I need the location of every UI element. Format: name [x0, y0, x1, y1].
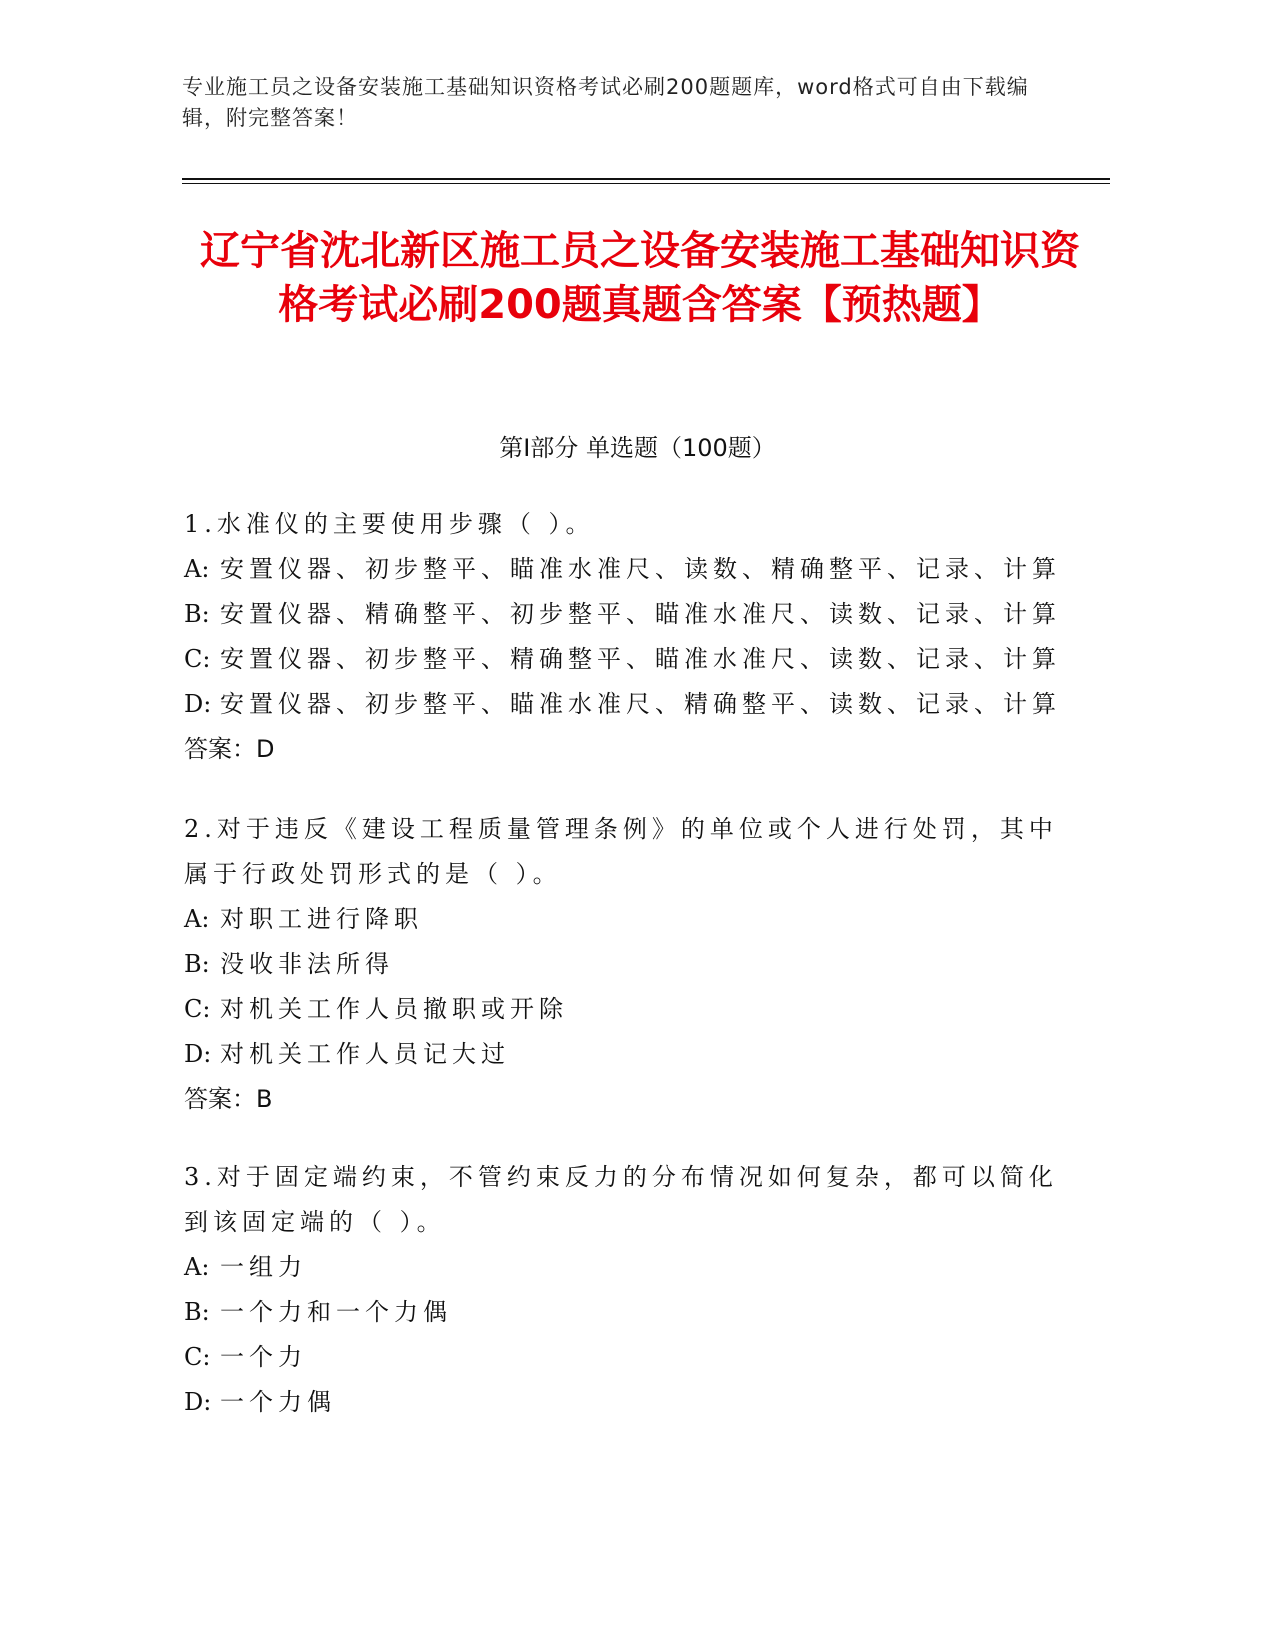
option-text: 对机关工作人员记大过: [220, 1040, 510, 1068]
option-text: 一组力: [220, 1253, 307, 1281]
option-text: 安置仪器、初步整平、瞄准水准尺、精确整平、读数、记录、计算: [220, 690, 1061, 718]
document-title: 辽宁省沈北新区施工员之设备安装施工基础知识资格考试必刷200题真题含答案【预热题】: [200, 228, 1080, 328]
option-text: 没收非法所得: [220, 950, 394, 978]
option-letter: C:: [184, 1343, 211, 1371]
option-text: 一个力和一个力偶: [220, 1298, 452, 1326]
option-d: [184, 1380, 1064, 1425]
option-d: [184, 682, 1064, 727]
option-letter: C:: [184, 645, 211, 673]
option-letter: B:: [184, 950, 210, 978]
option-letter: D:: [184, 1388, 212, 1416]
option-letter: B:: [184, 1298, 210, 1326]
option-letter: D:: [184, 690, 212, 718]
option-letter: A:: [184, 1253, 210, 1281]
question-stem: 2.对于违反《建设工程质量管理条例》的单位或个人进行处罚，其中属于行政处罚形式的是（ ）。: [184, 815, 1058, 888]
header-rule-thick: [182, 178, 1110, 180]
option-letter: C:: [184, 995, 211, 1023]
option-c: [184, 1335, 1064, 1380]
option-text: 安置仪器、初步整平、精确整平、瞄准水准尺、读数、记录、计算: [220, 645, 1061, 673]
option-letter: D:: [184, 1040, 212, 1068]
option-letter: A:: [184, 905, 210, 933]
option-text: 一个力偶: [220, 1388, 336, 1416]
option-letter: A:: [184, 555, 210, 583]
answer: 答案：D: [184, 735, 275, 763]
option-a: [184, 897, 1064, 942]
question-2: [184, 807, 1064, 1122]
option-text: 安置仪器、初步整平、瞄准水准尺、读数、精确整平、记录、计算: [220, 555, 1061, 583]
option-text: 一个力: [220, 1343, 307, 1371]
option-c: [184, 637, 1064, 682]
option-text: 安置仪器、精确整平、初步整平、瞄准水准尺、读数、记录、计算: [220, 600, 1061, 628]
option-letter: B:: [184, 600, 210, 628]
option-b: [184, 1290, 1064, 1335]
question-1: [184, 502, 1064, 772]
question-3: [184, 1155, 1064, 1425]
option-c: [184, 987, 1064, 1032]
option-a: [184, 547, 1064, 592]
option-b: [184, 942, 1064, 987]
question-stem: 3.对于固定端约束，不管约束反力的分布情况如何复杂，都可以简化到该固定端的（ ）。: [184, 1163, 1058, 1236]
answer: 答案：B: [184, 1085, 273, 1113]
header-note: 专业施工员之设备安装施工基础知识资格考试必刷200题题库，word格式可自由下载编辑，附完整答案！: [182, 75, 1029, 130]
option-text: 对机关工作人员撤职或开除: [220, 995, 568, 1023]
option-a: [184, 1245, 1064, 1290]
section-title: 第Ⅰ部分 单选题（100题）: [499, 434, 776, 462]
option-b: [184, 592, 1064, 637]
header-rule-thin: [182, 183, 1110, 184]
option-d: [184, 1032, 1064, 1077]
question-stem: 1.水准仪的主要使用步骤（ ）。: [184, 510, 595, 538]
option-text: 对职工进行降职: [220, 905, 423, 933]
